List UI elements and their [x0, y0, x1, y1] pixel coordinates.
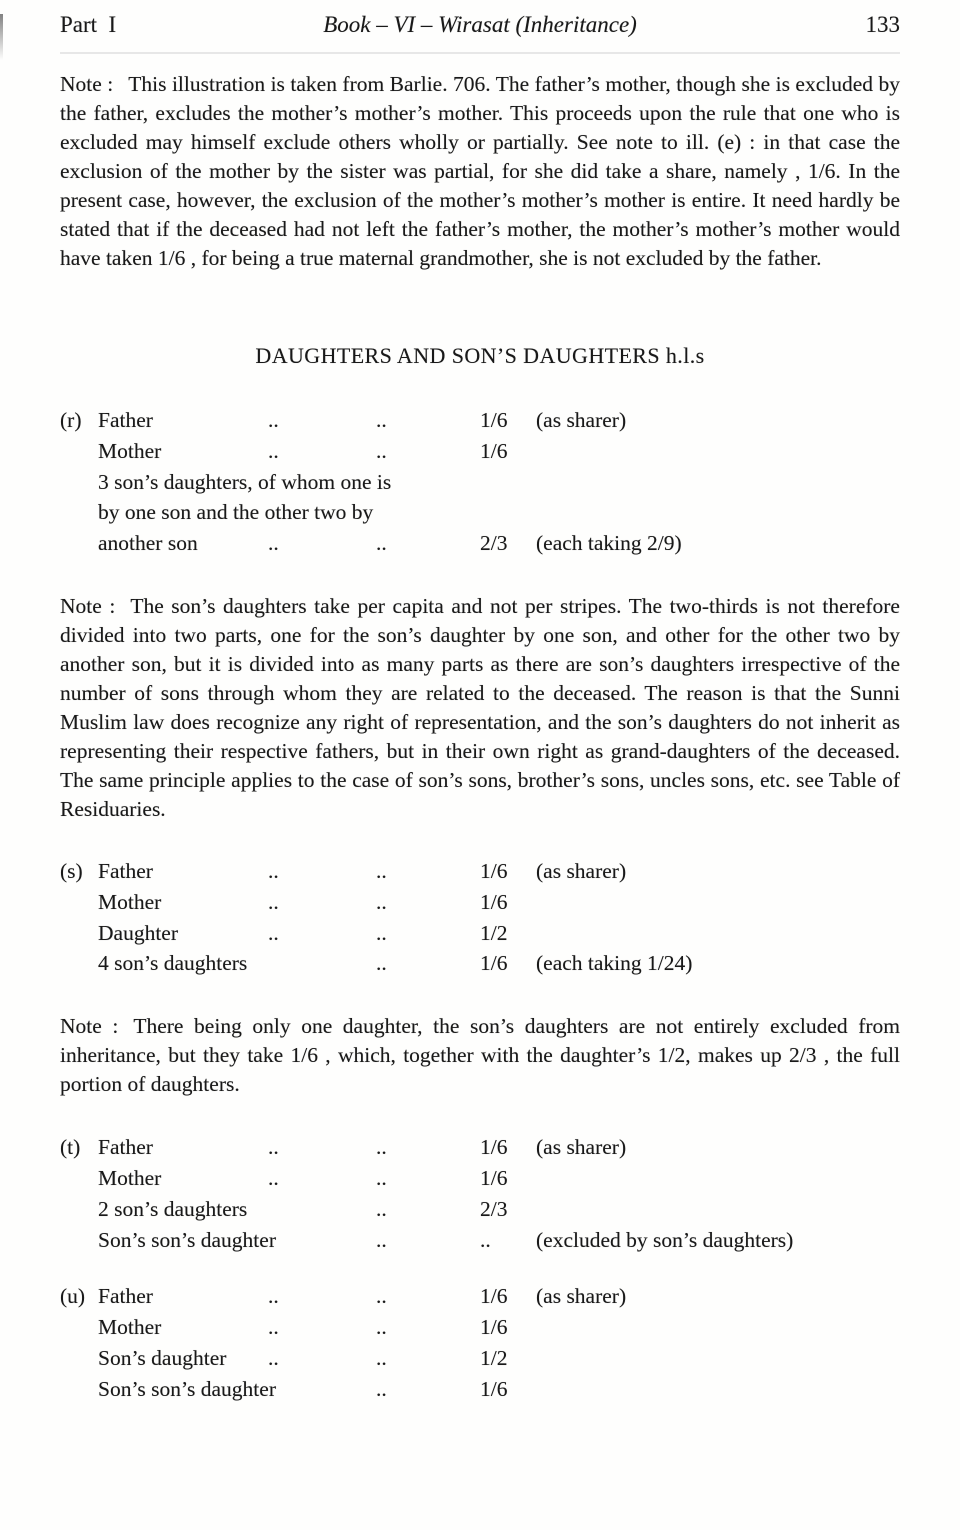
page-header	[60, 8, 900, 54]
table-cell-dot1: ..	[268, 1284, 279, 1309]
table-cell-dot2: ..	[376, 889, 387, 914]
part-label: Part I	[60, 12, 117, 37]
table-cell-share: 1/6	[480, 1284, 508, 1309]
note-paragraph-2	[60, 592, 900, 824]
table-cell-marker: (t)	[60, 1135, 81, 1160]
table-cell-name: Son’s son’s daughter	[98, 1227, 276, 1252]
table-cell-dot2	[376, 497, 480, 528]
table-cell-dot2: ..	[376, 1196, 387, 1221]
table-cell-dot1: ..	[268, 858, 279, 883]
table-cell-dot2: ..	[376, 1165, 387, 1190]
table-row	[60, 467, 900, 498]
table-cell-marker	[60, 918, 98, 949]
table-cell-dot1: ..	[268, 1315, 279, 1340]
table-cell-name: Son’s daughter	[98, 1345, 227, 1370]
table-cell-share: 1/6	[480, 438, 508, 463]
table-row	[60, 887, 900, 918]
table-cell-dot1: ..	[268, 920, 279, 945]
table-cell-dot1: ..	[268, 438, 279, 463]
page-number: 133	[865, 12, 900, 37]
table-cell-dot2: ..	[376, 438, 387, 463]
table-cell-dot1: ..	[268, 531, 279, 556]
table-cell-share: 1/6	[480, 1376, 508, 1401]
table-cell-dot2: ..	[376, 531, 387, 556]
table-cell-dot2: ..	[376, 1345, 387, 1370]
table-cell-dot1: ..	[268, 1345, 279, 1370]
table-cell-remark: (excluded by son’s daughters)	[536, 1227, 794, 1252]
table-cell-remark	[536, 497, 900, 528]
table-cell-marker	[60, 1374, 98, 1405]
table-cell-share: ..	[480, 1227, 491, 1252]
table-cell-dot2: ..	[376, 1135, 387, 1160]
table-cell-name: Father	[98, 408, 153, 432]
table-cell-remark: (each taking 1/24)	[536, 951, 693, 976]
illustration-table-s	[60, 856, 900, 979]
table-cell-dot2	[376, 467, 480, 498]
table-cell-marker	[60, 1312, 98, 1343]
table-cell-remark	[536, 1194, 900, 1225]
table-cell-name: by one son and the other two by	[98, 500, 374, 525]
table-cell-remark	[536, 467, 900, 498]
table-cell-share: 1/2	[480, 920, 508, 945]
table-row	[60, 528, 900, 559]
table-cell-remark: (as sharer)	[536, 408, 627, 432]
illustration-table-t	[60, 1132, 900, 1255]
table-row	[60, 856, 900, 887]
table-row	[60, 1132, 900, 1163]
table-cell-marker	[60, 1343, 98, 1374]
note-text: The son’s daughters take per capita and not per stripes. The two-thirds is not therefore divided into two parts, one for the son’s daughter by one son, and other for the other two by another son, but it is divided into as many parts as there are son’s daughters irrespective of the number of sons through whom they are related to the deceased. The reason is that the Sunni Muslim law does recognize any right of representation, and the son’s daughters do not inherit as representing their respective fathers, but in their own right as grand-daughters of the deceased. The same principle applies to the case of son’s sons, brother’s sons, uncles sons, etc. see Table of Residuaries.	[60, 593, 900, 821]
table-cell-dot1: ..	[268, 889, 279, 914]
table-cell-share: 1/6	[480, 1165, 508, 1190]
note-paragraph-1	[60, 70, 900, 273]
table-cell-remark	[536, 1163, 900, 1194]
note-label: Note :	[60, 593, 116, 618]
table-cell-dot1: ..	[268, 1135, 279, 1160]
table-cell-name: Daughter	[98, 920, 178, 945]
table-cell-share	[480, 467, 536, 498]
table-cell-marker	[60, 1225, 98, 1256]
table-cell-marker: (r)	[60, 408, 82, 432]
table-cell-remark	[536, 918, 900, 949]
illustration-table-u	[60, 1281, 900, 1404]
table-cell-name: Mother	[98, 1315, 162, 1340]
table-cell-name: Father	[98, 858, 153, 883]
table-cell-remark: (as sharer)	[536, 1284, 627, 1309]
table-cell-dot1: ..	[268, 1165, 279, 1190]
table-cell-dot1	[268, 497, 376, 528]
table-cell-name: 2 son’s daughters	[98, 1196, 248, 1221]
table-cell-dot1	[268, 1225, 376, 1256]
table-cell-marker	[60, 1194, 98, 1225]
table-row	[60, 1281, 900, 1312]
table-cell-share: 1/6	[480, 951, 508, 976]
table-cell-name: Mother	[98, 438, 162, 463]
table-cell-marker	[60, 528, 98, 559]
table-row	[60, 497, 900, 528]
table-cell-dot1	[268, 1374, 376, 1405]
table-row	[60, 1312, 900, 1343]
table-row	[60, 1225, 900, 1256]
table-cell-name: Father	[98, 1135, 153, 1160]
table-cell-marker	[60, 948, 98, 979]
table-cell-share: 1/6	[480, 1135, 508, 1160]
table-cell-name: Mother	[98, 889, 162, 914]
table-cell-remark	[536, 1312, 900, 1343]
table-cell-share: 2/3	[480, 531, 508, 556]
table-cell-dot2: ..	[376, 1315, 387, 1340]
table-cell-dot2: ..	[376, 951, 387, 976]
table-cell-dot2: ..	[376, 1227, 387, 1252]
table-cell-marker	[60, 467, 98, 498]
table-cell-marker	[60, 1163, 98, 1194]
table-cell-dot1: ..	[268, 408, 279, 432]
table-cell-name: 3 son’s daughters, of whom one is	[98, 469, 392, 494]
table-row	[60, 1343, 900, 1374]
table-cell-marker	[60, 436, 98, 467]
table-cell-remark: (each taking 2/9)	[536, 531, 682, 556]
table-cell-name: Mother	[98, 1165, 162, 1190]
table-cell-remark	[536, 1374, 900, 1405]
note-label: Note :	[60, 72, 114, 96]
table-row	[60, 1194, 900, 1225]
table-cell-dot2: ..	[376, 1284, 387, 1309]
table-cell-share: 2/3	[480, 1196, 508, 1221]
table-cell-dot1	[268, 467, 376, 498]
table-cell-remark: (as sharer)	[536, 858, 627, 883]
scan-edge-artifact	[0, 14, 3, 60]
book-title: Book – VI – Wirasat (Inheritance)	[323, 12, 637, 37]
table-cell-marker: (s)	[60, 858, 83, 883]
table-row	[60, 436, 900, 467]
table-cell-dot2: ..	[376, 920, 387, 945]
table-cell-share: 1/6	[480, 858, 508, 883]
table-cell-remark	[536, 436, 900, 467]
table-row	[60, 405, 900, 436]
table-cell-name: 4 son’s daughters	[98, 951, 248, 976]
table-cell-remark	[536, 887, 900, 918]
section-heading: DAUGHTERS AND SON’S DAUGHTERS h.l.s	[255, 343, 705, 368]
note-paragraph-3	[60, 1012, 900, 1099]
table-cell-share: 1/6	[480, 889, 508, 914]
table-row	[60, 1374, 900, 1405]
illustration-table-r	[60, 405, 900, 559]
table-cell-share: 1/6	[480, 1315, 508, 1340]
table-cell-share: 1/6	[480, 408, 508, 432]
note-text: This illustration is taken from Barlie. 706. The father’s mother, though she is excluded by the father, excludes the mother’s mother’s mother. This proceeds upon the rule that one who is excluded may himself exclude others wholly or partially. See note to ill. (e) : in that case the exclusion of the mother by the sister was partial, for she did take a share, namely , 1/6. In the present case, however, the exclusion of the mother’s mother’s mother is entire. It need hardly be stated that if the deceased had not left the father’s mother, the mother’s mother’s mother would have taken 1/6 , for being a true maternal grandmother, she is not excluded by the father.	[60, 72, 900, 270]
table-row	[60, 948, 900, 979]
note-text: There being only one daughter, the son’s daughters are not entirely excluded from inheritance, but they take 1/6 , which, together with the daughter’s 1/2, makes up 2/3 , the full portion of daughters.	[60, 1014, 900, 1097]
table-row	[60, 918, 900, 949]
table-cell-dot2: ..	[376, 858, 387, 883]
table-cell-name: Father	[98, 1284, 153, 1309]
table-cell-share	[480, 497, 536, 528]
table-cell-remark: (as sharer)	[536, 1135, 627, 1160]
table-cell-share: 1/2	[480, 1345, 508, 1370]
note-label: Note :	[60, 1014, 119, 1039]
table-cell-marker: (u)	[60, 1284, 86, 1309]
table-cell-dot2: ..	[376, 1376, 387, 1401]
table-cell-name: Son’s son’s daughter	[98, 1376, 276, 1401]
table-cell-marker	[60, 887, 98, 918]
table-cell-remark	[536, 1343, 900, 1374]
table-cell-dot2: ..	[376, 408, 387, 432]
table-cell-marker	[60, 497, 98, 528]
table-cell-name: another son	[98, 531, 198, 556]
table-row	[60, 1163, 900, 1194]
table-cell-dot1	[268, 948, 376, 979]
table-cell-dot1	[268, 1194, 376, 1225]
